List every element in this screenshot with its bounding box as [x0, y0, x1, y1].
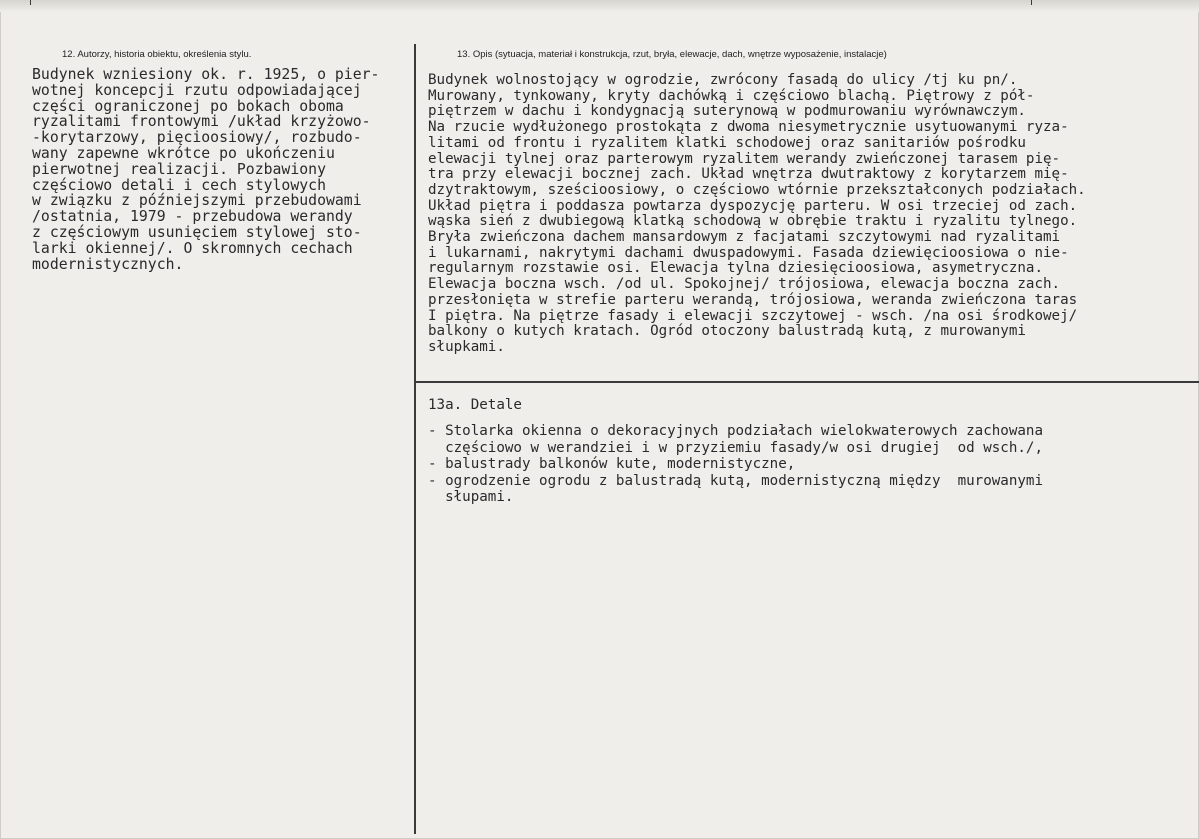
details-list: [428, 423, 1043, 506]
header-description: 13. Opis (sytuacja, materiał i konstrukcja, rzut, bryła, elewacje, dach, wnętrze wyposażenie, instalacje): [457, 49, 887, 60]
card-top-edge: [0, 0, 1199, 12]
header-history: 12. Autorzy, historia obiektu, określenia stylu.: [62, 49, 252, 60]
section-divider: [416, 381, 1199, 383]
details-title: 13a. Detale: [428, 397, 522, 413]
column-divider: [414, 44, 416, 834]
list-item: - ogrodzenie ogrodu z balustradą kutą, modernistyczną między murowanymi słupami.: [428, 472, 1043, 505]
description-text: Budynek wolnostojący w ogrodzie, zwrócony fasadą do ulicy /tj ku pn/. Murowany, tynkowany, kryty dachówką i częściowo blachą. Piętrowy z pół- piętrzem w dachu i kondygnacją suterynową w podmurowaniu wyrównawczym. Na rzucie wydłużonego prostokąta z dwoma niesymetrycznie usytuowanymi ryza- litami od frontu i ryzalitem klatki schodowej oraz sanitariów pośrodku elewacji tylnej oraz parterowym ryzalitem werandy zwieńczonej tarasem pię- tra przy elewacji bocznej zach. Układ wnętrza dwutraktowy z korytarzem mię- dzytraktowym, sześcioosiowy, o częściowo wtórnie przekształconych podziałach. Układ piętra i poddasza powtarza dyspozycję parteru. W osi trzeciej od zach. wąska sień z dwubiegową klatką schodową w obrębie traktu i ryzalitu tylnego. Bryła zwieńczona dachem mansardowym z facjatami szczytowymi nad ryzalitami i lukarnami, nakrytymi dachami dwuspadowymi. Fasada dziewięcioosiowa o nie- regularnym rozstawie osi. Elewacja tylna dziesięcioosiowa, asymetryczna. Elewacja boczna wsch. /od ul. Spokojnej/ trójosiowa, elewacja boczna zach. przesłonięta w strefie parteru werandą, trójosiowa, weranda zwieńczona taras I piętra. Na piętrze fasady i elewacji szczytowej - wsch. /na osi środkowej/ balkony o kutych kratach. Ogród otoczony balustradą kutą, z murowanymi słupkami.: [428, 72, 1086, 355]
top-tick: [1031, 0, 1032, 5]
list-item: - Stolarka okienna o dekoracyjnych podziałach wielokwaterowych zachowana częściowo w werandziei i w przyziemiu fasady/w osi drugiej od wsch./,: [428, 423, 1043, 456]
list-item: - balustrady balkonów kute, modernistyczne,: [428, 456, 796, 472]
top-tick: [30, 0, 31, 5]
history-text: Budynek wzniesiony ok. r. 1925, o pier- wotnej koncepcji rzutu odpowiadającej części ograniczonej po bokach oboma ryzalitami frontowymi /układ krzyżowo- -korytarzowy, pięcioosiowy/, rozbudo- wany zapewne wkrótce po ukończeniu pierwotnej realizacji. Pozbawiony częściowo detali i cech stylowych w związku z późniejszymi przebudowami /ostatnia, 1979 - przebudowa werandy z częściowym usunięciem stylowej sto- larki okiennej/. O skromnych cechach modernistycznych.: [32, 66, 380, 273]
